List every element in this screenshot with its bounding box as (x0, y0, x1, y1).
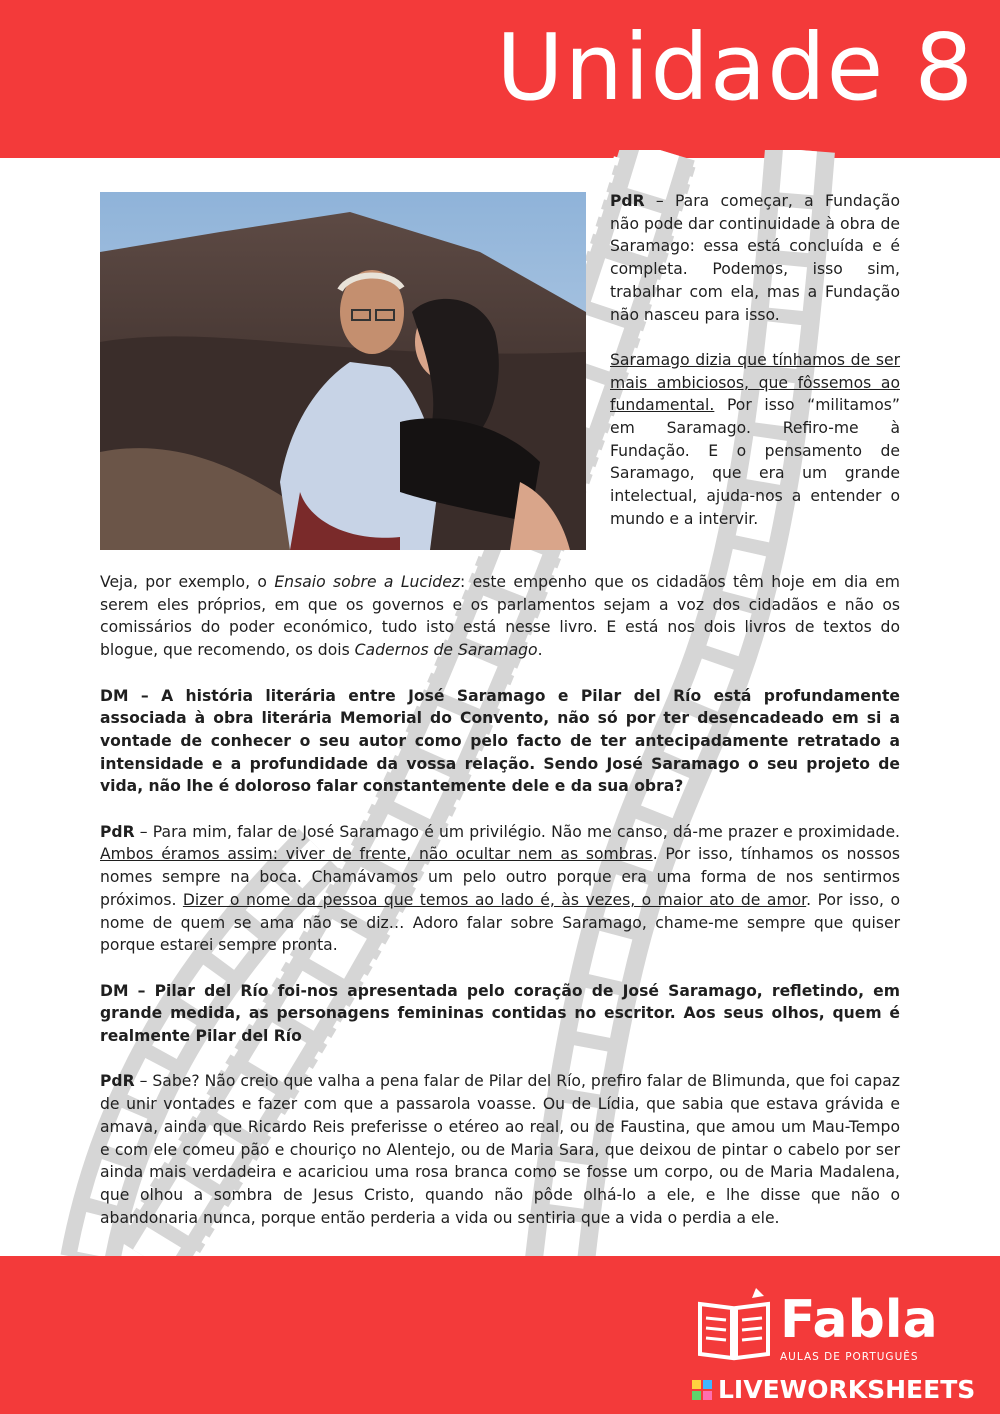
question-2: DM – Pilar del Río foi-nos apresentada pelo coração de José Saramago, refletindo, em grande medida, as personagens femininas contidas no escritor. Aos seus olhos, quem é realmente Pilar del Río (100, 981, 900, 1046)
intro-paragraph-1 (610, 190, 900, 326)
liveworksheets-label: LIVEWORKSHEETS (718, 1375, 976, 1404)
intro-text-1: – Para começar, a Fundação não pode dar continuidade à obra de Saramago: essa está concluída e é completa. Podemos, isso sim, trabalhar com ela, mas a Fundação não nasceu para isso. (610, 192, 900, 324)
intro-paragraph-2 (610, 349, 900, 531)
continuation-text-3: . (537, 641, 543, 660)
continuation-text-2: : este empenho que os cidadãos têm hoje em dia em serem eles próprios, em que os governos e os parlamentos sejam a voz dos cidadãos e não os comissários do poder económico, tudo isto está nesse livro. E está nos dois livros de textos do blogue, que recomendo, os dois (100, 573, 900, 660)
continuation-paragraph (100, 571, 900, 662)
intro-column (610, 190, 900, 531)
answer-2-text: – Sabe? Não creio que valha a pena falar de Pilar del Río, prefiro falar de Blimunda, que foi capaz de unir vontades e fazer com que a passarola voasse. Ou de Lídia, que sabia que estava grávida e amava, ainda que Ricardo Reis preferisse o etéreo ao real, ou de Faustina, que amou um Mau-Tempo e com ele comeu pão e chouriço no Alentejo, ou de Maria Sara, que deixou de pintar o cabelo por ser ainda mais verdadeira e acariciou uma rosa branca como se fosse um corpo, ou de Maria Madalena, que olhou a sombra de Jesus Cristo, quando não pôde olhá-lo a ele, e lhe disse que não o abandonaria nunca, porque então perderia a vida ou sentiria que a vida o perdia a ele. (100, 1072, 900, 1227)
speaker-label: PdR (100, 822, 135, 841)
book-title-cadernos: Cadernos de Saramago (354, 641, 538, 660)
question-1: DM – A história literária entre José Saramago e Pilar del Río está profundamente associada à obra literária Memorial do Convento, não só por ter desencadeado em si a vontade de conhecer o seu autor como pelo facto de ter antecipadamente retratado a intensidade e a profundidade da vossa relação. Sendo José Saramago o seu projeto de vida, não lhe é doloroso falar constantemente dele e da sua obra? (100, 686, 900, 796)
header-band (0, 0, 1000, 158)
answer-1-text-3: . Por isso, o nome de quem se ama não se diz… Adoro falar sobre Saramago, chame-me sempre que quiser porque estarei sempre pronta. (100, 890, 901, 955)
answer-1-text-2: . Por isso, tínhamos os nossos nomes sempre na boca. Chamávamos um pelo outro porque era uma forma de nos sentirmos próximos. (100, 845, 900, 909)
book-icon (696, 1286, 772, 1366)
fabla-brand-name: Fabla (780, 1290, 938, 1350)
book-title-lucidez: Ensaio sobre a Lucidez (274, 573, 460, 591)
intro-underlined-quote: Saramago dizia que tínhamos de ser mais ambiciosos, que fôssemos ao fundamental. (610, 350, 900, 415)
answer-1 (100, 821, 900, 957)
speaker-label: PdR (100, 1072, 135, 1091)
intro-text-2: Por isso “militamos” em Saramago. Refiro-me à Fundação. E o pensamento de Saramago, que era um grande intelectual, ajuda-nos a entender o mundo e a intervir. (610, 396, 900, 528)
answer-1-text-1: – Para mim, falar de José Saramago é um privilégio. Não me canso, dá-me prazer e proximidade. (134, 822, 900, 841)
answer-2 (100, 1070, 900, 1229)
continuation-text-1: Veja, por exemplo, o (100, 573, 275, 591)
fabla-brand-subtitle: AULAS DE PORTUGUÊS (780, 1351, 919, 1363)
answer-1-underlined-2: Dizer o nome da pessoa que temos ao lado é, às vezes, o maior ato de amor (182, 890, 807, 909)
main-body (100, 571, 900, 1229)
answer-1-underlined-1: Ambos éramos assim: viver de frente, não ocultar nem as sombras (100, 845, 653, 864)
saramago-photo (100, 192, 586, 550)
liveworksheets-icon (692, 1380, 712, 1400)
page-title: Unidade 8 (496, 14, 974, 121)
speaker-label: PdR (610, 192, 645, 210)
